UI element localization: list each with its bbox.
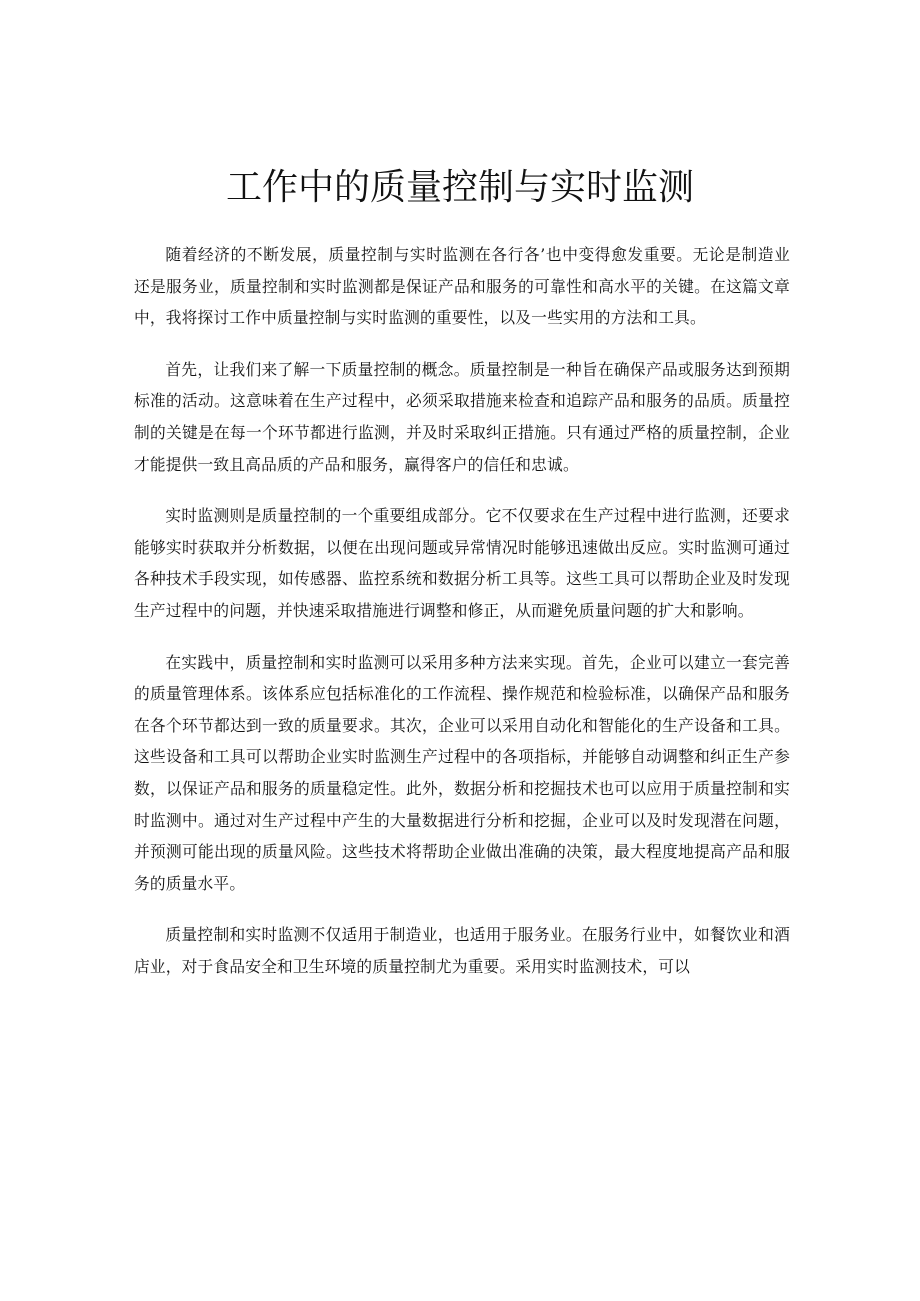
paragraph-3: 实时监测则是质量控制的一个重要组成部分。它不仅要求在生产过程中进行监测，还要求能够实时获取并分析数据，以便在出现问题或异常情况时能够迅速做出反应。实时监测可通过各种技术手段实现，如传感器、监控系统和数据分析工具等。这些工具可以帮助企业及时发现生产过程中的问题，并快速采取措施进行调整和修正，从而避免质量问题的扩大和影响。 [134, 506, 790, 620]
paragraph-2: 首先，让我们来了解一下质量控制的概念。质量控制是一种旨在确保产品或服务达到预期标准的活动。这意味着在生产过程中，必须采取措施来检查和追踪产品和服务的品质。质量控制的关键是在每一个环节都进行监测，并及时采取纠正措施。只有通过严格的质量控制，企业才能提供一致且高品质的产品和服务，赢得客户的信任和忠诚。 [134, 359, 790, 474]
paragraph-5: 质量控制和实时监测不仅适用于制造业，也适用于服务业。在服务行业中，如餐饮业和酒店业，对于食品安全和卫生环境的质量控制尤为重要。采用实时监测技术，可以 [134, 925, 790, 976]
document-body [134, 239, 790, 1002]
document-title: 工作中的质量控制与实时监测 [225, 167, 694, 208]
paragraph-1: 随着经济的不断发展，质量控制与实时监测在各行各’也中变得愈发重要。无论是制造业还是服务业，质量控制和实时监测都是保证产品和服务的可靠性和高水平的关键。在这篇文章中，我将探讨工作中质量控制与实时监测的重要性，以及一些实用的方法和工具。 [134, 245, 790, 328]
paragraph-4: 在实践中，质量控制和实时监测可以采用多种方法来实现。首先，企业可以建立一套完善的质量管理体系。该体系应包括标准化的工作流程、操作规范和检验标准，以确保产品和服务在各个环节都达到一致的质量要求。其次，企业可以采用自动化和智能化的生产设备和工具。这些设备和工具可以帮助企业实时监测生产过程中的各项指标，并能够自动调整和纠正生产参数，以保证产品和服务的质量稳定性。此外，数据分析和挖掘技术也可以应用于质量控制和实时监测中。通过对生产过程中产生的大量数据进行分析和挖掘，企业可以及时发现潜在问题，并预测可能出现的质量风险。这些技术将帮助企业做出准确的决策，最大程度地提高产品和服务的质量水平。 [134, 652, 790, 893]
